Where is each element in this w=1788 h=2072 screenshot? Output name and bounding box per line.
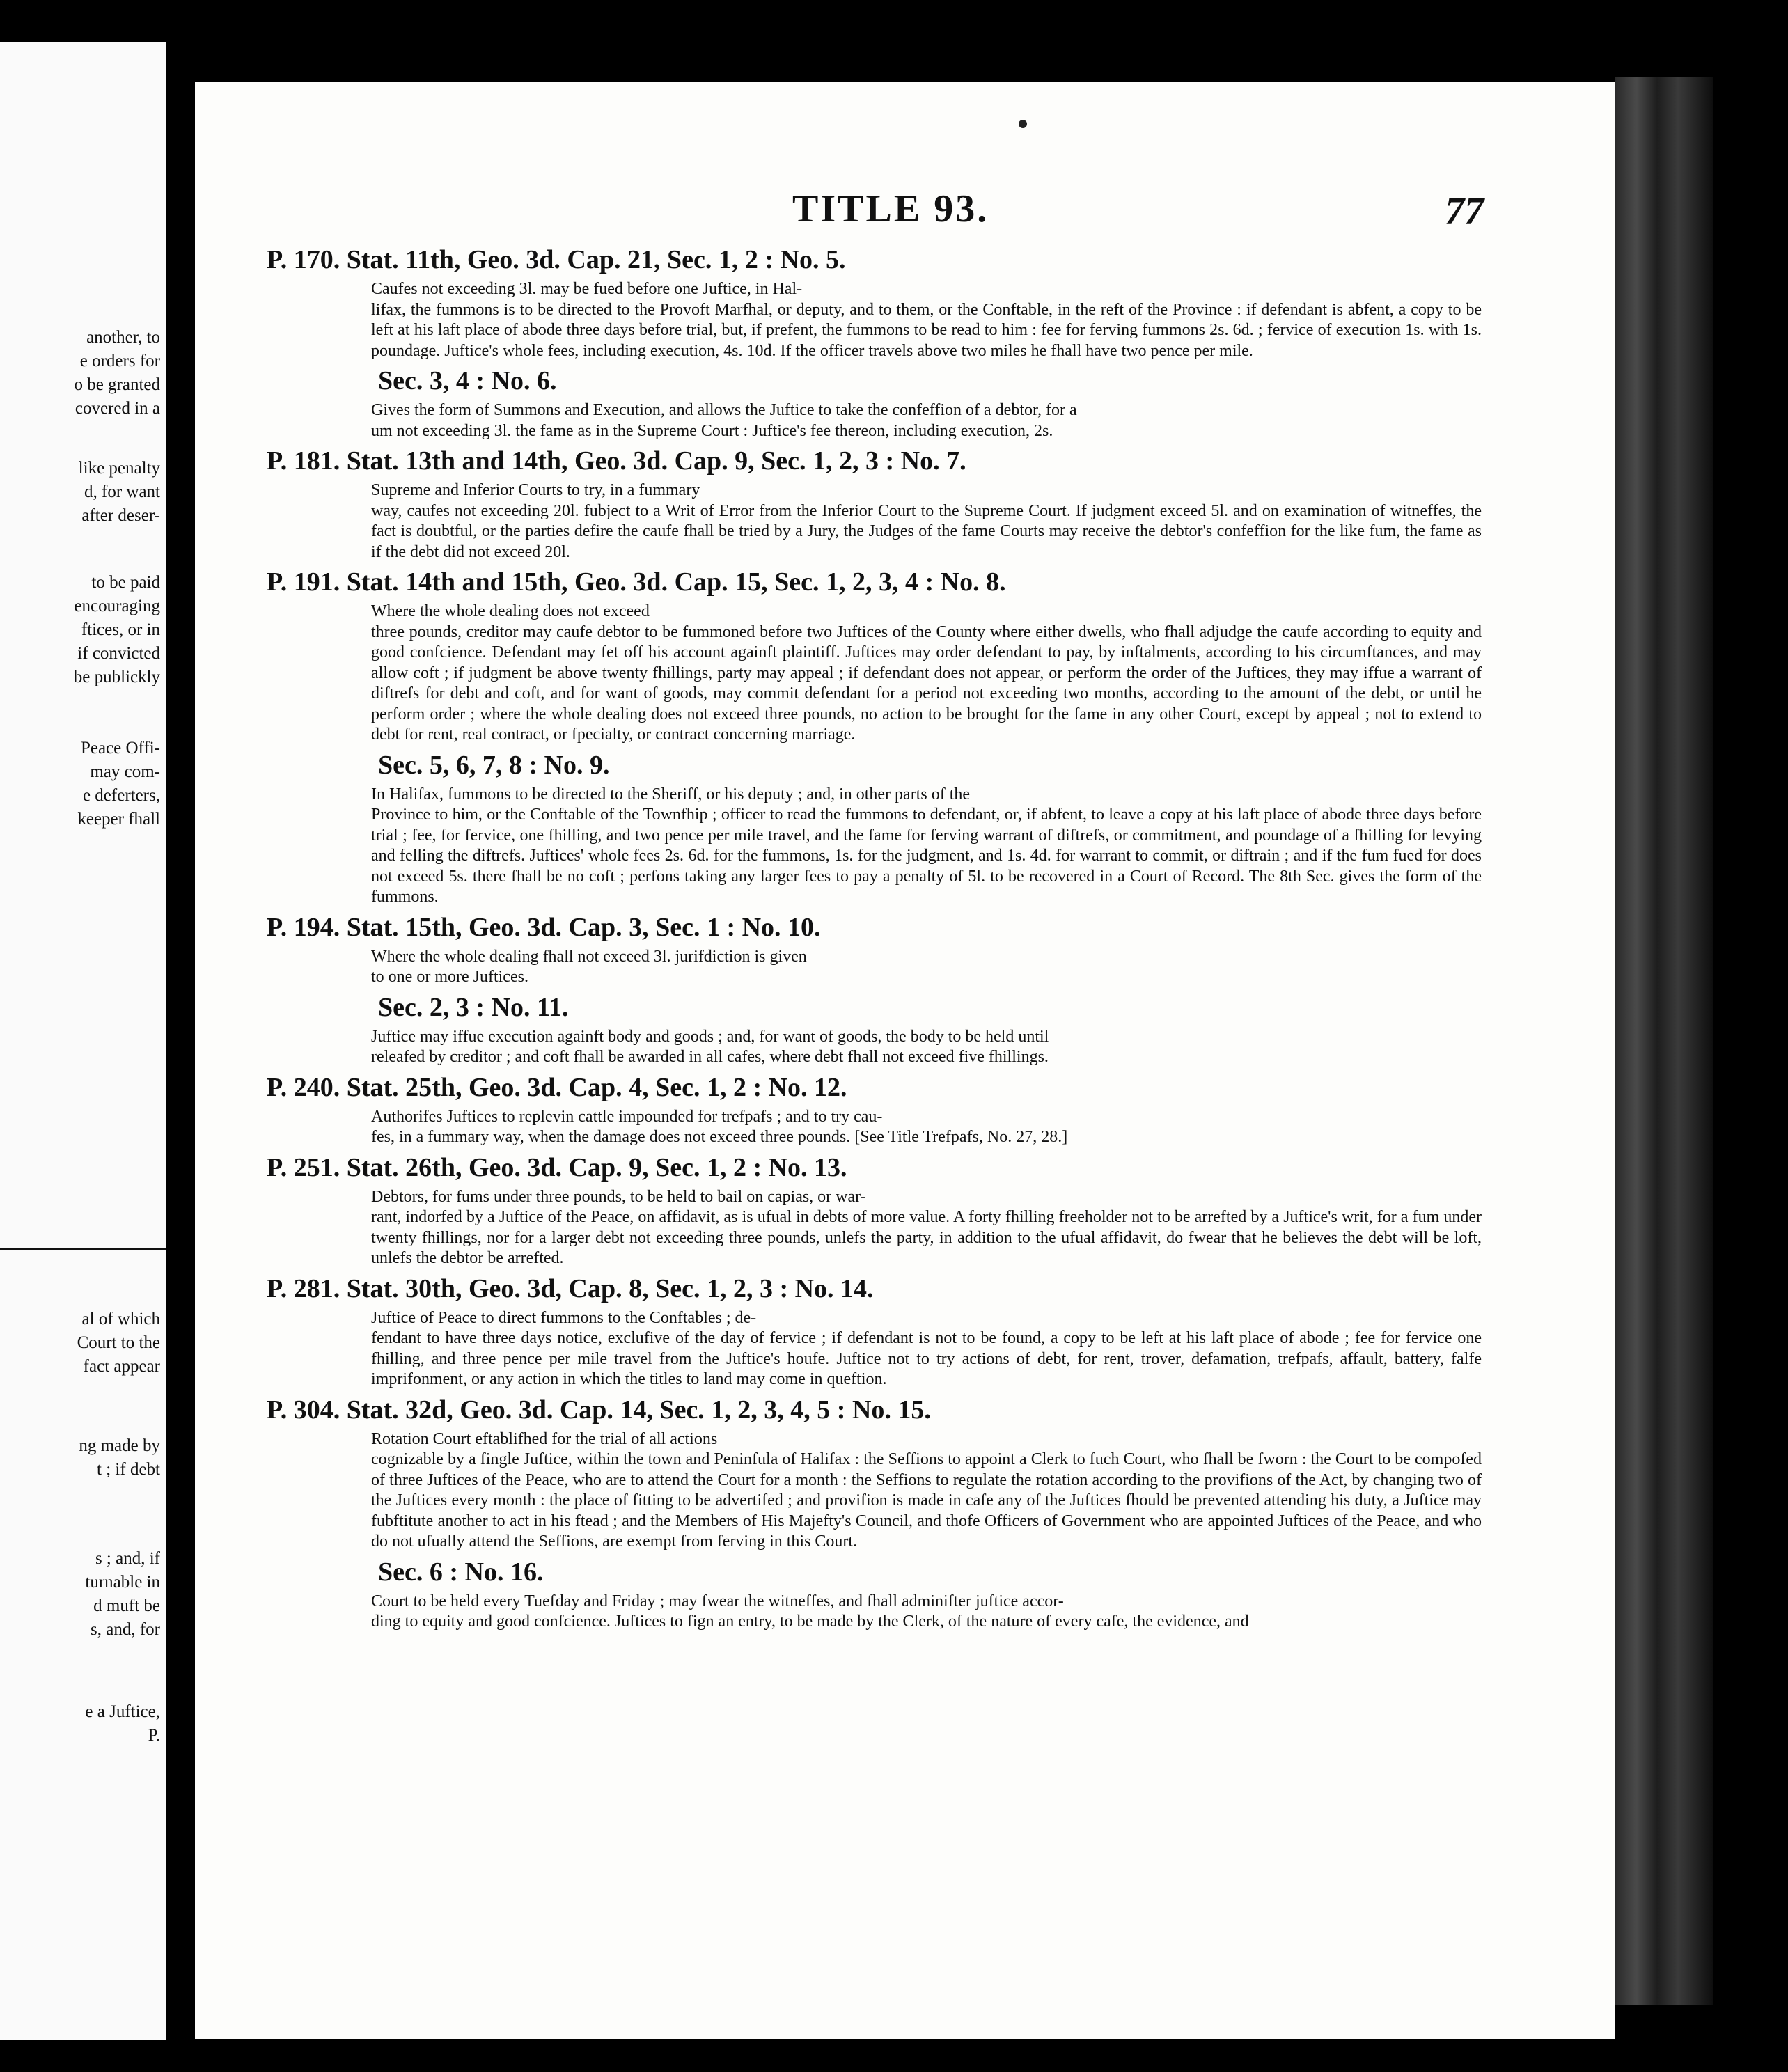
running-title: TITLE 93. (792, 187, 989, 230)
statute-text: rant, indorfed by a Juftice of the Peace, on affidavit, as is ufual in debts of more value. A forty fhilling freeholder not to be arrefted by a Juftice's writ, for a fum under twenty fhillings, nor for a larger debt not exceeding three pounds, unlefs the party, in addition to the ufual affidavit, do fwear that he believes the debt will be loft, unlefs the debtor be arrefted. (371, 1208, 1482, 1267)
left-page-line: d muft be (93, 1596, 160, 1615)
left-page-line: if convicted (77, 644, 160, 663)
statute-lead-line: Authorifes Juftices to replevin cattle impounded for trefpafs ; and to try cau- (371, 1107, 883, 1126)
statute-heading: Sec. 3, 4 : No. 6. (378, 366, 557, 395)
statute-text: lifax, the fummons is to be directed to the Provoft Marfhal, or deputy, and to them, or the Conftable, in the reft of the Province : if defendant is abfent, a copy to be left at his laft place of abode three days before trial, but, if prefent, the fummons to be read to him : fee for ferving fummons 2s. 6d. ; fervice of execution 1s. with 1s. poundage. Juftice's whole fees, including execution, 4s. 10d. If the officer travels above two miles he fhall have two pence per mile. (371, 300, 1482, 360)
statute-text: three pounds, creditor may caufe debtor to be fummoned before two Juftices of the County where either dwells, who fhall adjudge the caufe according to equity and good confcience. Defendant may fet off his account againft plaintiff. Juftices may order defendant to pay, by inftalments, according to his circumftances, and may allow coft ; if judgment be above twenty fhillings, party may appeal ; if defendant does not appear, or perform the order of the Juftices, they may iffue a warrant of diftrefs for debt and coft, and for want of goods, may commit defendant for a period not exceeding two months, according to the amount of the debt, or until he perform order ; where the whole dealing does not exceed three pounds, no action to be brought for the fame in any other Court, except by appeal ; not to extend to debt for rent, real contract, or fpecialty, or contract concerning marriage. (371, 622, 1482, 744)
statute-body (371, 1027, 1482, 1068)
left-page-line: ftices, or in (81, 620, 160, 639)
statute-lead-line: Rotation Court eftablifhed for the trial of all actions (371, 1429, 718, 1448)
statute-lead-line: Where the whole dealing does not exceed (371, 602, 650, 620)
left-page-line: keeper fhall (77, 810, 160, 829)
statute-entry (267, 746, 1482, 908)
statute-entry (267, 1553, 1482, 1633)
statute-heading: P. 251. Stat. 26th, Geo. 3d. Cap. 9, Sec. 1, 2 : No. 13. (267, 1152, 847, 1182)
left-page-line: Peace Offi- (80, 739, 160, 758)
statute-body (371, 400, 1482, 441)
statute-body (371, 1187, 1482, 1269)
statute-body (371, 785, 1482, 908)
statute-text: way, caufes not exceeding 20l. fubject to a Writ of Error from the Inferior Court to the Supreme Court. If judgment exceed 5l. and on examination of witneffes, the fact is doubtful, or the parties defire the caufe fhall be tried by a Jury, the Judges of the fame Courts may receive the debtor's confeffion for the like fum, the fame as if the debt did not exceed 20l. (371, 501, 1482, 561)
statute-heading: Sec. 2, 3 : No. 11. (378, 992, 569, 1022)
statute-body (371, 947, 1482, 988)
statute-heading: P. 181. Stat. 13th and 14th, Geo. 3d. Cap. 9, Sec. 1, 2, 3 : No. 7. (267, 446, 966, 476)
page-edge-shadow (1615, 77, 1713, 2005)
left-page-line: fact appear (83, 1357, 160, 1376)
left-page-line: ng made by (79, 1436, 160, 1455)
statute-body (371, 1592, 1482, 1633)
left-page-line: e orders for (79, 352, 160, 370)
statute-entry (267, 361, 1482, 441)
left-page-line: Court to the (77, 1333, 160, 1352)
left-page-line: t ; if debt (97, 1460, 160, 1479)
statute-lead-line: Gives the form of Summons and Execution, and allows the Juftice to take the confeffion of a debtor, for a (371, 401, 1077, 419)
statute-text: Province to him, or the Conftable of the Townfhip ; officer to read the fummons to defendant, or, if abfent, to leave a copy at his laft place of abode three days before trial ; fee, for fervice, one fhilling, and two pence per mile travel, and the fame for ferving warrant of diftrefs, or commitment, and poundage of a fhilling for levying and felling the diftrefs. Juftices' whole fees 2s. 6d. for the fummons, 1s. for the judgment, and 1s. 4d. for warrant to commit, or diftrain ; and if the fum fued for does not exceed 5s. there fhall be no coft ; perfons taking any larger fees to pay a penalty of 5l. to be recovered in a Court of Record. The 8th Sec. gives the form of the fummons. (371, 806, 1482, 906)
left-page-line: e deferters, (82, 786, 160, 805)
statute-entry (267, 1390, 1482, 1553)
statute-entry (267, 908, 1482, 988)
statute-body (371, 1308, 1482, 1390)
statute-entry (267, 988, 1482, 1068)
left-page-line: covered in a (74, 399, 160, 418)
left-page-line: encouraging (74, 597, 160, 615)
left-page-line: after deser- (81, 506, 160, 525)
statute-heading: Sec. 6 : No. 16. (378, 1557, 544, 1587)
adjacent-page-fragment (0, 42, 166, 2040)
left-page-line: al of which (81, 1310, 160, 1328)
statute-body (371, 1429, 1482, 1553)
statute-body (371, 279, 1482, 361)
left-page-line: s ; and, if (95, 1549, 160, 1568)
statute-heading: P. 194. Stat. 15th, Geo. 3d. Cap. 3, Sec. 1 : No. 10. (267, 912, 821, 942)
statute-text: cognizable by a fingle Juftice, within the town and Peninfula of Halifax : the Seffions to appoint a Clerk to fuch Court, who fhall be fworn : the Court to be compofed of three Juftices of the Peace, who are to attend the Court for a month : the Seffions to regulate the rotation according to the provifions of the Act, by changing two of the Juftices every month : the place of fitting to be advertifed ; and provifion is made in cafe any of the Juftices fhould be prevented attending his duty, a Juftice may fubftitute another to act in his ftead ; and the Members of His Majefty's Council, and thofe Officers of Government who are appointed Juftices of the Peace, and who do not ufually attend the Seffions, are exempt from ferving in this Court. (371, 1450, 1482, 1551)
statute-text: fendant to have three days notice, exclufive of the day of fervice ; if defendant is not to be found, a copy to be left at his laft place of abode ; fee for fervice one fhilling, and three pence per mile travel from the Juftice's houfe. Juftice not to try actions of debt, for rent, trover, defamation, trefpafs, affault, battery, falfe imprifonment, or any action in which the titles to land may come in queftion. (371, 1329, 1482, 1388)
ink-dot (1019, 120, 1027, 128)
left-page-line: like penalty (78, 459, 160, 478)
statute-entry (267, 1068, 1482, 1148)
statute-lead-line: Debtors, for fums under three pounds, to be held to bail on capias, or war- (371, 1187, 866, 1206)
statute-lead-line: Where the whole dealing fhall not exceed 3l. jurifdiction is given (371, 947, 807, 966)
statute-lead-line: Juftice may iffue execution againft body and goods ; and, for want of goods, the body to be held until (371, 1027, 1049, 1046)
left-page-line: another, to (86, 328, 160, 347)
left-page-line: e a Juftice, (85, 1702, 160, 1721)
statute-text: releafed by creditor ; and coft fhall be awarded in all cafes, where debt fhall not exceed five fhillings. (371, 1048, 1049, 1066)
statute-body (371, 1107, 1482, 1148)
left-page-line: to be paid (91, 573, 160, 592)
left-page-line: turnable in (85, 1573, 160, 1592)
statute-body (371, 480, 1482, 563)
statute-heading: P. 281. Stat. 30th, Geo. 3d, Cap. 8, Sec. 1, 2, 3 : No. 14. (267, 1273, 874, 1303)
statute-text: to one or more Juftices. (371, 968, 528, 986)
statute-body (371, 602, 1482, 746)
statute-entry (267, 240, 1482, 361)
statute-heading: P. 170. Stat. 11th, Geo. 3d. Cap. 21, Sec. 1, 2 : No. 5. (267, 245, 846, 274)
left-page-line: P. (148, 1726, 160, 1745)
statute-heading: Sec. 5, 6, 7, 8 : No. 9. (378, 750, 610, 780)
left-page-line: s, and, for (91, 1620, 160, 1639)
statute-entry (267, 1148, 1482, 1269)
statute-heading: P. 240. Stat. 25th, Geo. 3d. Cap. 4, Sec. 1, 2 : No. 12. (267, 1072, 847, 1102)
statute-text: fes, in a fummary way, when the damage does not exceed three pounds. [See Title Trefpafs, No. 27, 28.] (371, 1128, 1068, 1146)
statute-lead-line: Caufes not exceeding 3l. may be fued before one Juftice, in Hal- (371, 280, 803, 298)
statute-lead-line: Juftice of Peace to direct fummons to the Conftables ; de- (371, 1308, 757, 1327)
statute-lead-line: Supreme and Inferior Courts to try, in a fummary (371, 481, 700, 499)
statute-heading: P. 191. Stat. 14th and 15th, Geo. 3d. Cap. 15, Sec. 1, 2, 3, 4 : No. 8. (267, 567, 1006, 597)
page-number: 77 (1445, 190, 1484, 233)
statute-entry (267, 563, 1482, 746)
left-page-line: be publickly (73, 668, 160, 686)
statute-entry (267, 1269, 1482, 1390)
statute-lead-line: Court to be held every Tuefday and Friday ; may fwear the witneffes, and fhall adminifter juftice accor- (371, 1592, 1064, 1610)
left-page-line: o be granted (74, 375, 160, 394)
left-page-line: may com- (90, 762, 160, 781)
statute-entry (267, 441, 1482, 563)
section-rule (0, 1248, 166, 1250)
statute-heading: P. 304. Stat. 32d, Geo. 3d. Cap. 14, Sec. 1, 2, 3, 4, 5 : No. 15. (267, 1395, 931, 1424)
statute-text: um not exceeding 3l. the fame as in the Supreme Court : Juftice's fee thereon, including execution, 2s. (371, 421, 1053, 440)
statute-lead-line: In Halifax, fummons to be directed to the Sheriff, or his deputy ; and, in other parts of the (371, 785, 971, 803)
page-content (267, 240, 1482, 1633)
statute-text: ding to equity and good confcience. Juftices to fign an entry, to be made by the Clerk, of the nature of every cafe, the evidence, and (371, 1612, 1249, 1631)
left-page-line: d, for want (84, 482, 160, 501)
